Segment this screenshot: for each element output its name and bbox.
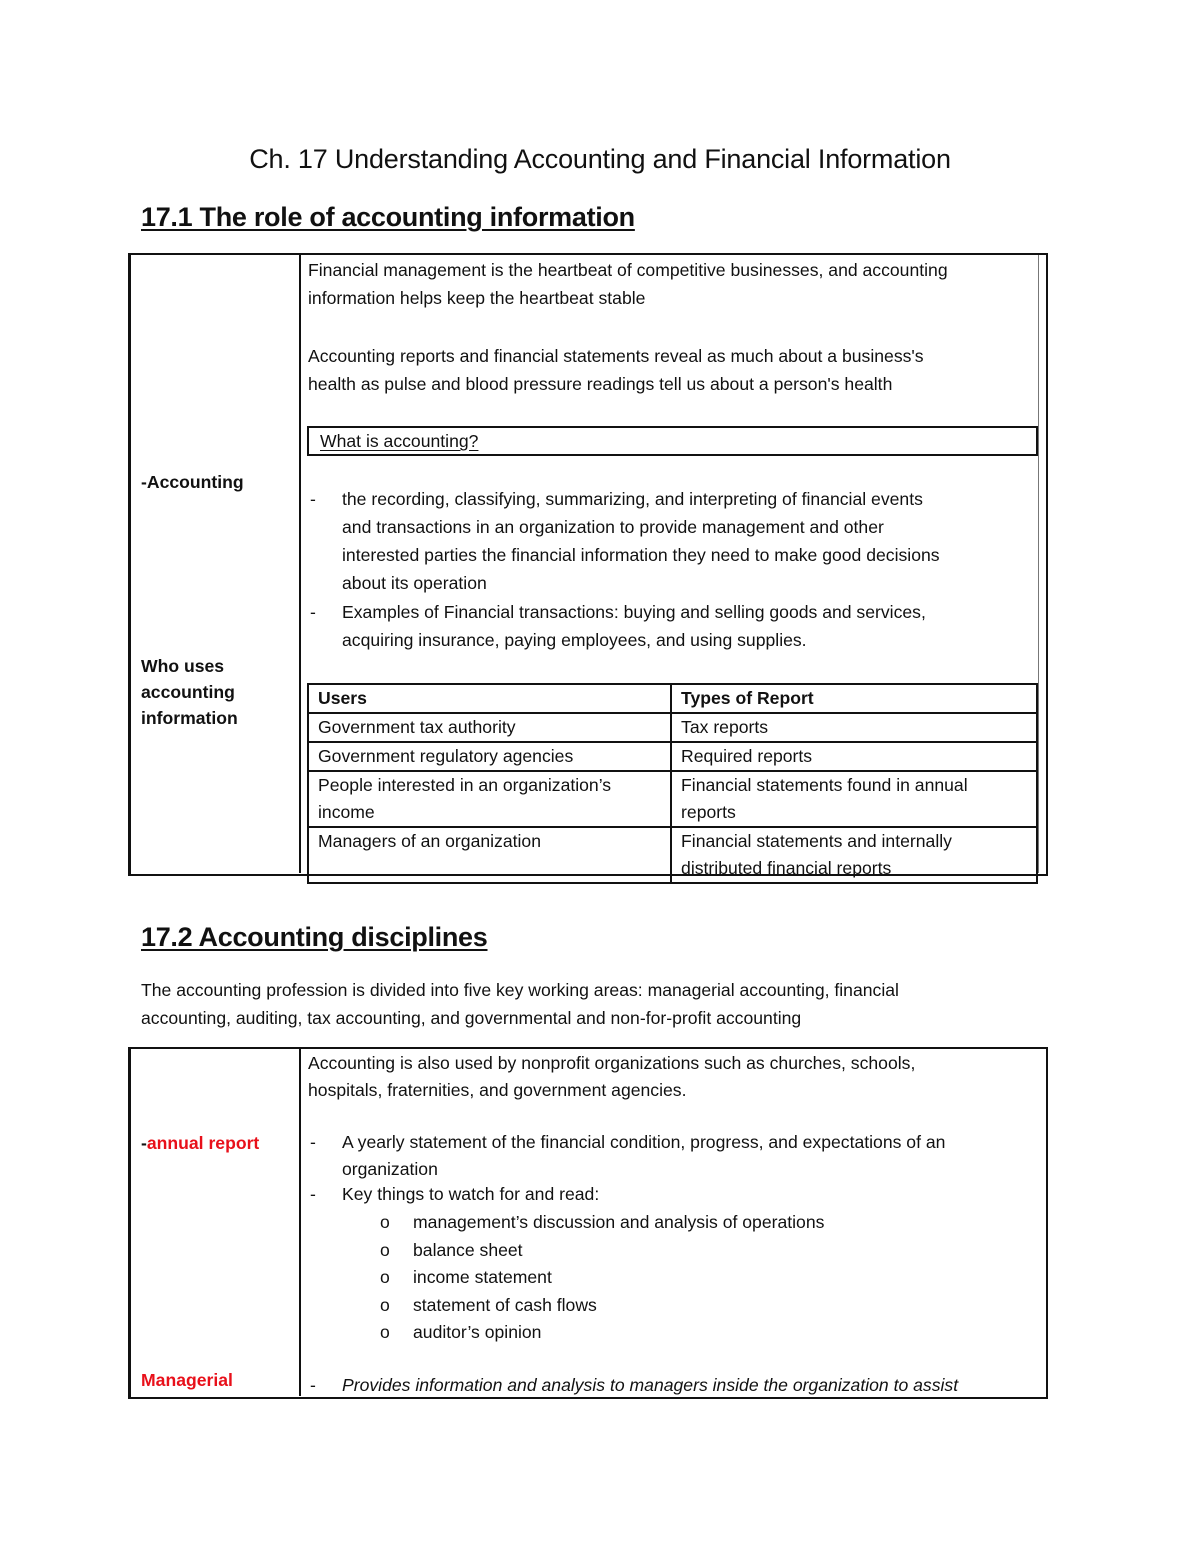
section-heading-17-2: 17.2 Accounting disciplines [141,922,488,952]
label-annual-report-text: annual report [146,1133,260,1153]
label-accounting: -Accounting [141,472,244,492]
table-header-row [308,684,1037,713]
circle-bullet-icon: o [380,1267,390,1287]
column-divider [299,1049,301,1396]
paragraph-reports [308,342,924,398]
bullet-definition [342,485,940,597]
bullet-marker: - [310,489,316,509]
label-prefix: - [141,1133,147,1153]
right-inner-divider [1038,255,1039,873]
table-row [308,827,1037,883]
cell-user: Managers of an organization [308,827,671,883]
paragraph-line: information helps keep the heartbeat stable [308,288,646,308]
paragraph-line: Financial management is the heartbeat of competitive businesses, and accounting [308,260,948,280]
bullet-marker: - [310,1184,316,1204]
cell-user: People interested in an organization’s income [308,771,671,827]
section-heading-17-1: 17.1 The role of accounting information [141,202,635,232]
cell-report: Required reports [671,742,1037,771]
sub-bullet-text: statement of cash flows [413,1294,597,1315]
circle-bullet-icon: o [380,1239,390,1260]
bullet-line: about its operation [342,573,487,593]
circle-bullet-icon: o [380,1294,390,1315]
bullet-line: A yearly statement of the financial condition, progress, and expectations of an [342,1132,946,1152]
circle-bullet-icon: o [380,1322,390,1342]
users-reports-table [307,683,1038,884]
bullet-line: interested parties the financial information they need to make good decisions [342,545,940,565]
paragraph-line: hospitals, fraternities, and government agencies. [308,1080,687,1100]
bullet-annual-report-definition [342,1129,945,1183]
bullet-line: and transactions in an organization to provide management and other [342,517,884,537]
bullet-examples [342,598,926,654]
bullet-line: the recording, classifying, summarizing, and interpreting of financial events [342,489,923,509]
cell-report: Financial statements and internally distributed financial reports [671,827,1037,883]
bullet-key-things: Key things to watch for and read: [342,1184,600,1204]
sub-bullet-text: auditor’s opinion [413,1322,542,1342]
sub-bullet-text: balance sheet [413,1239,523,1260]
question-text: What is accounting? [320,431,479,451]
question-box [307,426,1038,456]
document-title: Ch. 17 Understanding Accounting and Financial Information [249,144,951,174]
paragraph-line: health as pulse and blood pressure readings tell us about a person's health [308,374,893,394]
label-who-uses-line2: accounting [141,682,235,702]
sub-bullet-text: income statement [413,1267,552,1287]
cell-report: Tax reports [671,713,1037,742]
bullet-marker: - [310,1132,316,1152]
intro-line: The accounting profession is divided into five key working areas: managerial accounting, financial [141,980,899,1000]
bullet-line: organization [342,1159,438,1179]
table-row [308,771,1037,827]
bullet-marker: - [310,1375,316,1395]
label-who-uses-line1: Who uses [141,656,225,676]
paragraph-heartbeat [308,256,948,312]
paragraph-nonprofit [308,1050,915,1104]
circle-bullet-icon: o [380,1212,390,1232]
intro-line: accounting, auditing, tax accounting, and governmental and non-for-profit accounting [141,1008,802,1028]
disciplines-intro [141,976,899,1032]
label-who-uses [141,653,238,731]
header-users: Users [308,684,671,713]
label-managerial: Managerial [141,1370,233,1390]
bullet-marker: - [310,602,316,622]
bullet-line: Examples of Financial transactions: buying and selling goods and services, [342,602,926,622]
sub-bullet-text: management’s discussion and analysis of operations [413,1212,825,1232]
paragraph-line: Accounting reports and financial statements reveal as much about a business's [308,346,924,366]
bullet-line: acquiring insurance, paying employees, and using supplies. [342,630,807,650]
label-annual-report [141,1129,259,1157]
header-types-of-report: Types of Report [671,684,1037,713]
label-who-uses-line3: information [141,708,238,728]
table-row [308,742,1037,771]
paragraph-line: Accounting is also used by nonprofit organizations such as churches, schools, [308,1053,916,1073]
cell-user: Government tax authority [308,713,671,742]
cell-user: Government regulatory agencies [308,742,671,771]
managerial-definition: Provides information and analysis to managers inside the organization to assist [342,1375,959,1395]
column-divider [299,255,301,873]
cell-report: Financial statements found in annual reports [671,771,1037,827]
table-row [308,713,1037,742]
